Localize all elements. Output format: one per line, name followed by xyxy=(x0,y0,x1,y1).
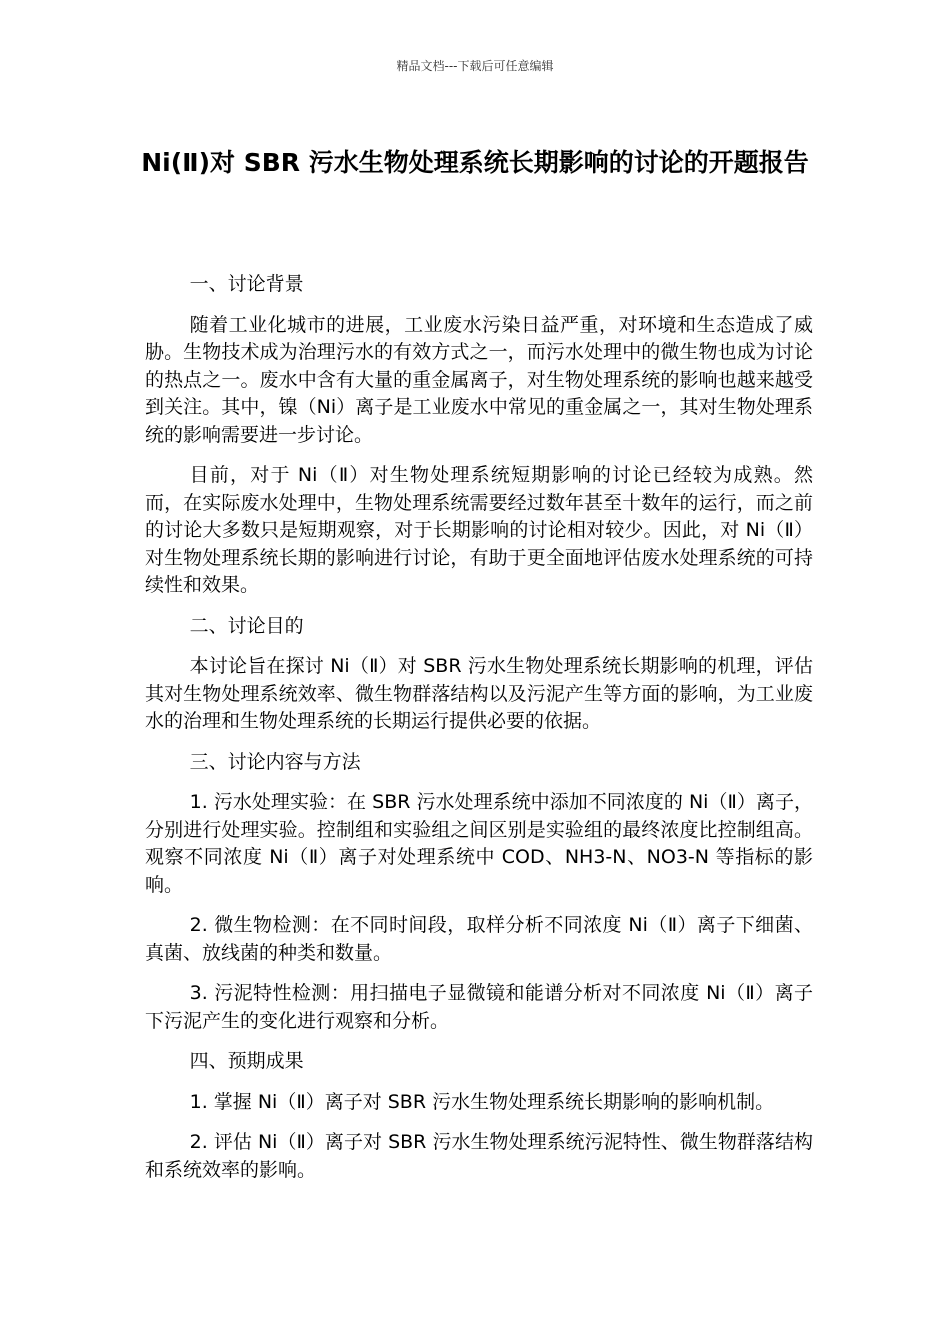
section-heading-purpose: 二、讨论目的 xyxy=(189,614,304,637)
document-body xyxy=(145,271,813,1197)
paragraph: 目前，对于 Ni（Ⅱ）对生物处理系统短期影响的讨论已经较为成熟。然而，在实际废水处理中，生物处理系统需要经过数年甚至十数年的运行，而之前的讨论大多数只是短期观察，对于长期影响的讨论相对较少。因此，对 Ni（Ⅱ）对生物处理系统长期的影响进行讨论，有助于更全面地评估废水处理系统的可持续性和效果。 xyxy=(145,464,813,596)
section-heading-background: 一、讨论背景 xyxy=(189,273,304,295)
paragraph: 随着工业化城市的进展，工业废水污染日益严重，对环境和生态造成了威胁。生物技术成为治理污水的有效方式之一，而污水处理中的微生物也成为讨论的热点之一。废水中含有大量的重金属离子，对生物处理系统的影响也越来越受到关注。其中，镍（Ni）离子是工业废水中常见的重金属之一，其对生物处理系统的影响需要进一步讨论。 xyxy=(145,313,813,446)
paragraph: 2. 评估 Ni（Ⅱ）离子对 SBR 污水生物处理系统污泥特性、微生物群落结构和系统效率的影响。 xyxy=(145,1131,813,1181)
paragraph: 本讨论旨在探讨 Ni（Ⅱ）对 SBR 污水生物处理系统长期影响的机理，评估其对生物处理系统效率、微生物群落结构以及污泥产生等方面的影响，为工业废水的治理和生物处理系统的长期运行提供必要的依据。 xyxy=(145,655,813,732)
paragraph: 1. 掌握 Ni（Ⅱ）离子对 SBR 污水生物处理系统长期影响的影响机制。 xyxy=(189,1090,775,1113)
section-heading-expected-results: 四、预期成果 xyxy=(189,1050,304,1072)
paragraph: 2. 微生物检测：在不同时间段，取样分析不同浓度 Ni（Ⅱ）离子下细菌、真菌、放线菌的种类和数量。 xyxy=(145,914,813,964)
document-title: Ni(Ⅱ)对 SBR 污水生物处理系统长期影响的讨论的开题报告 xyxy=(141,148,809,177)
paragraph: 3. 污泥特性检测：用扫描电子显微镜和能谱分析对不同浓度 Ni（Ⅱ）离子下污泥产生的变化进行观察和分析。 xyxy=(145,982,813,1032)
section-heading-content-methods: 三、讨论内容与方法 xyxy=(189,750,361,773)
header-watermark: 精品文档---下载后可任意编辑 xyxy=(396,59,554,73)
paragraph: 1. 污水处理实验：在 SBR 污水处理系统中添加不同浓度的 Ni（Ⅱ）离子，分别进行处理实验。控制组和实验组之间区别是实验组的最终浓度比控制组高。观察不同浓度 Ni（Ⅱ）离子对处理系统中 COD、NH3-N、NO3-N 等指标的影响。 xyxy=(145,791,813,896)
